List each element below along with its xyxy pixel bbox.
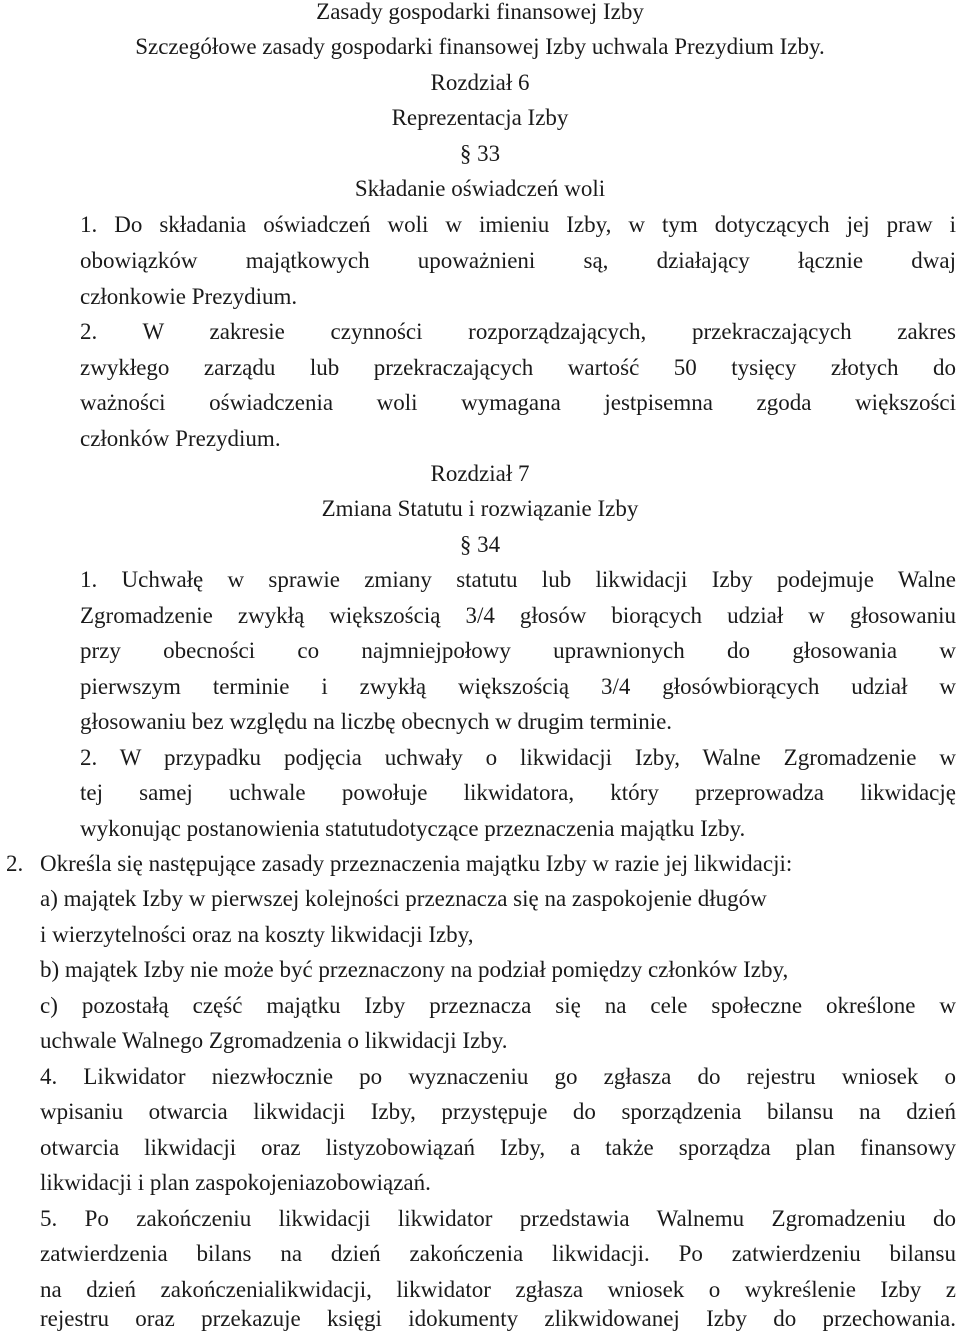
item-b-line: b) majątek Izby nie może być przeznaczony na podział pomiędzy członków Izby,: [40, 957, 789, 982]
s33-p1-line: obowiązków majątkowych upoważnieni są, działający łącznie dwaj: [80, 248, 956, 273]
item-c-line: uchwale Walnego Zgromadzenia o likwidacji Izby.: [40, 1028, 508, 1053]
s34-p1-line: pierwszym terminie i zwykłą większością 3/4 głosówbiorących udział w: [80, 674, 956, 699]
item-5-line: rejestru oraz przekazuje księgi idokumenty zlikwidowanej Izby do przechowania.: [40, 1306, 956, 1331]
s33-p2-line: członków Prezydium.: [80, 426, 281, 451]
document-heading: Zasady gospodarki finansowej Izby: [316, 0, 644, 24]
s33-p2-line: zwykłego zarządu lub przekraczających wartość 50 tysięcy złotych do: [80, 355, 956, 380]
item-4-line: likwidacji i plan zaspokojeniazobowiązań.: [40, 1170, 431, 1195]
s33-p2-line: ważności oświadczenia woli wymagana jestpisemna zgoda większości: [80, 390, 956, 415]
s34-p2-line: tej samej uchwale powołuje likwidatora, który przeprowadza likwidację: [80, 780, 956, 805]
section-34-number: § 34: [459, 532, 501, 557]
item-4-line: 4. Likwidator niezwłocznie po wyznaczeniu go zgłasza do rejestru wniosek o: [40, 1064, 956, 1089]
item-5-line: na dzień zakończenialikwidacji, likwidator zgłasza wniosek o wykreślenie Izby z: [40, 1277, 956, 1302]
item-c-line: c) pozostałą część majątku Izby przeznacza się na cele społeczne określone w: [40, 993, 956, 1018]
item-5-line: 5. Po zakończeniu likwidacji likwidator przedstawia Walnemu Zgromadzeniu do: [40, 1206, 956, 1231]
s34-p2-line: wykonując postanowienia statutudotyczące przeznaczenia majątku Izby.: [80, 816, 746, 841]
s34-p1-line: 1. Uchwałę w sprawie zmiany statutu lub likwidacji Izby podejmuje Walne: [80, 567, 956, 592]
item-5-line: zatwierdzenia bilans na dzień zakończenia likwidacji. Po zatwierdzeniu bilansu: [40, 1241, 956, 1266]
outer-item-number: 2.: [6, 851, 24, 876]
s33-p2-line: 2. W zakresie czynności rozporządzających, przekraczających zakres: [80, 319, 956, 344]
s33-p1-line: członkowie Prezydium.: [80, 284, 298, 309]
item-4-line: otwarcia likwidacji oraz listyzobowiązań Izby, a także sporządza plan finansowy: [40, 1135, 956, 1160]
s34-p2-line: 2. W przypadku podjęcia uchwały o likwidacji Izby, Walne Zgromadzenie w: [80, 745, 956, 770]
item-4-line: wpisaniu otwarcia likwidacji Izby, przystępuje do sporządzenia bilansu na dzień: [40, 1099, 956, 1124]
section-33-title: Składanie oświadczeń woli: [354, 176, 606, 201]
chapter-7-label: Rozdział 7: [430, 461, 530, 486]
chapter-7-title: Zmiana Statutu i rozwiązanie Izby: [321, 496, 639, 521]
s34-p1-line: głosowaniu bez względu na liczbę obecnych w drugim terminie.: [80, 709, 673, 734]
s33-p1-line: 1. Do składania oświadczeń woli w imieniu Izby, w tym dotyczących jej praw i: [80, 212, 956, 237]
s34-p1-line: Zgromadzenie zwykłą większością 3/4 głosów biorących udział w głosowaniu: [80, 603, 956, 628]
chapter-6-title: Reprezentacja Izby: [391, 105, 569, 130]
chapter-6-label: Rozdział 6: [430, 70, 530, 95]
outer-item-text: Określa się następujące zasady przeznaczenia majątku Izby w razie jej likwidacji:: [40, 851, 793, 876]
item-a-line: i wierzytelności oraz na koszty likwidacji Izby,: [40, 922, 474, 947]
section-33-number: § 33: [459, 141, 501, 166]
item-a-line: a) majątek Izby w pierwszej kolejności przeznacza się na zaspokojenie długów: [40, 886, 767, 911]
s34-p1-line: przy obecności co najmniejpołowy uprawnionych do głosowania w: [80, 638, 956, 663]
document-subheading: Szczegółowe zasady gospodarki finansowej Izby uchwala Prezydium Izby.: [135, 34, 825, 59]
